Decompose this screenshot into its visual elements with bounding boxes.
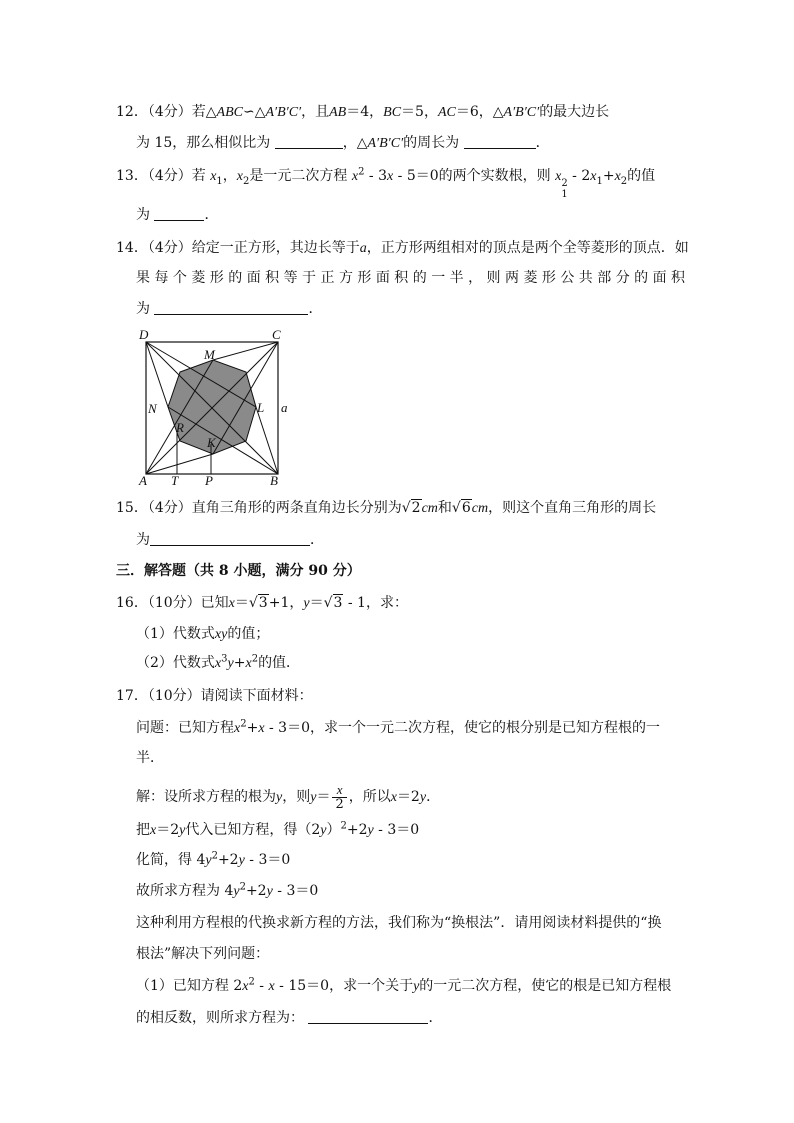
var: y xyxy=(303,596,310,611)
var: x xyxy=(386,169,394,184)
label-a: a xyxy=(281,400,288,415)
var: ABC xyxy=(216,105,243,120)
var: x xyxy=(228,596,235,611)
q17-part1-line2 xyxy=(136,1008,442,1028)
sqrt: √2 xyxy=(401,500,421,516)
text: ，△ xyxy=(342,135,368,151)
text: 把 xyxy=(136,822,150,838)
q16-line1 xyxy=(116,593,408,614)
var: y xyxy=(419,790,427,805)
text: （1）已知方程 2 xyxy=(136,978,243,994)
radicand: 2 xyxy=(411,500,421,516)
var: y xyxy=(238,853,245,868)
text: 若 xyxy=(191,168,206,184)
var: y xyxy=(266,884,273,899)
label-T: T xyxy=(171,473,179,488)
q17-solution xyxy=(136,782,440,813)
text: 已知 xyxy=(200,595,229,611)
square-rhombus-figure xyxy=(136,326,296,488)
var: y xyxy=(227,656,234,671)
text: ，所以 xyxy=(348,789,391,805)
text: 的最大边长 xyxy=(539,104,610,120)
text: ． xyxy=(428,1010,443,1026)
text: - 5＝0 xyxy=(393,168,439,184)
q14-line1 xyxy=(116,238,689,259)
var: x xyxy=(390,790,397,805)
text: ∽△ xyxy=(242,104,266,120)
label-C: C xyxy=(272,327,281,342)
text: ． xyxy=(535,135,550,151)
q17-simplify xyxy=(136,850,290,871)
text: +2 xyxy=(245,883,267,899)
var: y xyxy=(276,790,283,805)
text: ． xyxy=(204,207,219,223)
sup: 2 xyxy=(211,850,218,862)
label-L: L xyxy=(257,400,265,415)
text: 的值． xyxy=(258,655,301,671)
text: 请阅读下面材料： xyxy=(200,688,313,704)
text: 化简，得 4 xyxy=(136,852,206,868)
text: - 1，求： xyxy=(343,595,408,611)
text: +2 xyxy=(346,822,368,838)
question-number: 16． xyxy=(116,595,148,611)
label-N: N xyxy=(148,401,157,416)
var: x xyxy=(234,721,241,736)
var: AB xyxy=(329,105,347,120)
label-M: M xyxy=(204,347,215,362)
q17-substitute xyxy=(136,820,419,841)
sup: 2 xyxy=(561,178,568,189)
q17-answer xyxy=(136,881,318,902)
sub: 1 xyxy=(596,175,603,187)
var: x xyxy=(555,169,562,184)
answer-blank[interactable] xyxy=(275,134,343,149)
question-number: 14． xyxy=(116,240,148,256)
text: 为 xyxy=(136,207,150,223)
text: ，则这个直角三角形的周长 xyxy=(488,500,657,516)
var: y xyxy=(320,823,327,838)
answer-blank[interactable] xyxy=(464,134,536,149)
var: x xyxy=(614,169,621,184)
sup: 2 xyxy=(358,166,365,178)
text: 的值 xyxy=(627,168,656,184)
var: y xyxy=(367,823,374,838)
label-A: A xyxy=(139,473,147,488)
var: y xyxy=(413,979,420,994)
text: ． xyxy=(426,789,441,805)
unit: cm xyxy=(471,501,489,516)
numerator: x xyxy=(332,783,346,798)
label-R: R xyxy=(176,420,184,435)
text: - 15＝0，求一个关于 xyxy=(274,978,414,994)
var: x xyxy=(236,169,244,184)
var: y xyxy=(179,823,186,838)
q12-line2 xyxy=(136,133,550,154)
sqrt: √3 xyxy=(248,595,268,611)
text: 的相反数，则所求方程为： xyxy=(136,1010,304,1026)
q17-half: 半． xyxy=(136,750,164,766)
text: 是一元二次方程 xyxy=(249,168,348,184)
q14-line3 xyxy=(136,299,322,319)
text: - 2 xyxy=(567,168,591,184)
text: + xyxy=(233,655,246,671)
question-number: 13． xyxy=(116,168,148,184)
answer-blank[interactable] xyxy=(150,531,310,546)
text: +1， xyxy=(268,595,304,611)
score: （10分） xyxy=(147,688,201,704)
text: ＝6，△ xyxy=(455,104,504,120)
q13-line1 xyxy=(116,166,655,200)
q15-line1 xyxy=(116,498,656,519)
text: 的周长为 xyxy=(403,135,460,151)
question-number: 17． xyxy=(116,688,148,704)
text: 代入已知方程，得（2 xyxy=(185,822,321,838)
text: + xyxy=(602,168,615,184)
sup: 2 xyxy=(251,653,259,665)
sup: 2 xyxy=(340,820,347,832)
text: ，正方形两组相对的顶点是两个全等菱形的顶点．如 xyxy=(366,240,689,256)
q15-line2 xyxy=(136,530,324,550)
text: - 3＝0，求一个一元二次方程，使它的根分别是已知方程根的一 xyxy=(264,720,660,736)
label-D: D xyxy=(139,327,149,342)
text: ＝2 xyxy=(396,789,420,805)
unit: cm xyxy=(421,501,438,516)
text: 和 xyxy=(437,500,452,516)
sub: 2 xyxy=(620,175,628,187)
text: ） xyxy=(326,822,341,838)
var: x xyxy=(590,169,597,184)
text: - 3＝0 xyxy=(244,852,291,868)
text: （1）代数式 xyxy=(136,626,215,642)
text: - 3 xyxy=(364,168,387,184)
var: BC xyxy=(383,105,402,120)
label-P: P xyxy=(205,473,213,488)
text: ＝ xyxy=(316,789,331,805)
question-number: 15． xyxy=(116,500,148,516)
var: A′B′C′ xyxy=(265,105,302,120)
answer-blank[interactable] xyxy=(308,1009,428,1024)
section-heading: 三．解答题（共 8 小题，满分 90 分） xyxy=(116,563,361,579)
text: 的值； xyxy=(227,626,270,642)
sub: 2 xyxy=(243,175,250,187)
text: 故所求方程为 4 xyxy=(136,883,234,899)
label-K: K xyxy=(207,435,216,450)
var: x xyxy=(150,823,157,838)
var: y xyxy=(205,853,212,868)
denominator: 2 xyxy=(335,796,344,812)
answer-blank[interactable] xyxy=(154,300,308,315)
text: 为 xyxy=(136,301,150,317)
q13-line2 xyxy=(136,205,218,225)
text: 问题：已知方程 xyxy=(136,720,234,736)
sqrt: √6 xyxy=(451,500,471,516)
score: （4分） xyxy=(147,500,192,516)
text: 解：设所求方程的根为 xyxy=(136,789,276,805)
text: 若△ xyxy=(191,104,217,120)
var: x xyxy=(268,979,275,994)
radicand: 3 xyxy=(258,595,268,611)
q16-sub1 xyxy=(136,624,269,645)
text: + xyxy=(246,720,259,736)
q17-method-line2: 根法”解决下列问题： xyxy=(136,946,270,962)
answer-blank[interactable] xyxy=(154,206,204,221)
q17-line1 xyxy=(116,686,313,706)
var: x xyxy=(242,979,249,994)
q17-method-line1: 这种利用方程根的代换求新方程的方法，我们称为“换根法”．请用阅读材料提供的“换 xyxy=(136,915,662,931)
var: x xyxy=(245,656,252,671)
text: （2）代数式 xyxy=(136,655,215,671)
score: （4分） xyxy=(147,104,192,120)
sqrt: √3 xyxy=(323,595,343,611)
score: （4分） xyxy=(147,240,192,256)
text: +2 xyxy=(217,852,239,868)
sup: 3 xyxy=(221,653,228,665)
label-B: B xyxy=(270,473,278,488)
text: ＝4， xyxy=(346,104,384,120)
radicand: 3 xyxy=(333,595,343,611)
var: xy xyxy=(214,627,228,642)
text: - 3＝0 xyxy=(272,883,319,899)
score: （10分） xyxy=(147,595,201,611)
var: x xyxy=(210,169,217,184)
fraction xyxy=(332,783,346,812)
text: ＝ xyxy=(309,595,324,611)
text: 给定一正方形，其边长等于 xyxy=(191,240,360,256)
text: 的两个实数根，则 xyxy=(438,168,551,184)
sup: 2 xyxy=(248,976,255,988)
q12-line1 xyxy=(116,102,609,123)
text: - xyxy=(254,978,269,994)
q14-line2 xyxy=(136,268,685,288)
q16-sub2 xyxy=(136,653,300,674)
text: ＝5， xyxy=(401,104,438,120)
text: ， xyxy=(222,168,237,184)
var: A′B′C′ xyxy=(503,105,540,120)
var: x xyxy=(214,656,222,671)
sub: 1 xyxy=(561,189,568,200)
text: 果 每 个 菱 形 的 面 积 等 于 正 方 形 面 积 的 一 半 ， 则 两 菱 形 公 共 部 分 的 面 积 xyxy=(136,270,686,286)
radicand: 6 xyxy=(461,500,471,516)
text: 的一元二次方程，使它的根是已知方程根 xyxy=(419,978,672,994)
sup: 2 xyxy=(240,718,247,730)
q17-problem xyxy=(136,718,660,739)
var: a xyxy=(359,241,367,256)
text: ，且 xyxy=(301,104,330,120)
text: - 3＝0 xyxy=(373,822,420,838)
var: x xyxy=(351,169,359,184)
score: （4分） xyxy=(147,168,192,184)
var: AC xyxy=(437,105,456,120)
text: 为 15，那么相似比为 xyxy=(136,135,271,151)
text: ＝2 xyxy=(156,822,180,838)
var: y xyxy=(310,790,317,805)
sub: 1 xyxy=(216,175,223,187)
text: 直角三角形的两条直角边长分别为 xyxy=(191,500,402,516)
text: ，则 xyxy=(282,789,311,805)
text: 为 xyxy=(136,532,150,548)
var: x xyxy=(258,721,265,736)
text: ＝ xyxy=(234,595,249,611)
question-number: 12． xyxy=(116,104,148,120)
q17-part1 xyxy=(136,976,671,997)
text: ． xyxy=(310,532,324,548)
text: ． xyxy=(308,301,323,317)
sup: 2 xyxy=(239,881,246,893)
var: A′B′C′ xyxy=(367,136,404,151)
var: y xyxy=(233,884,240,899)
